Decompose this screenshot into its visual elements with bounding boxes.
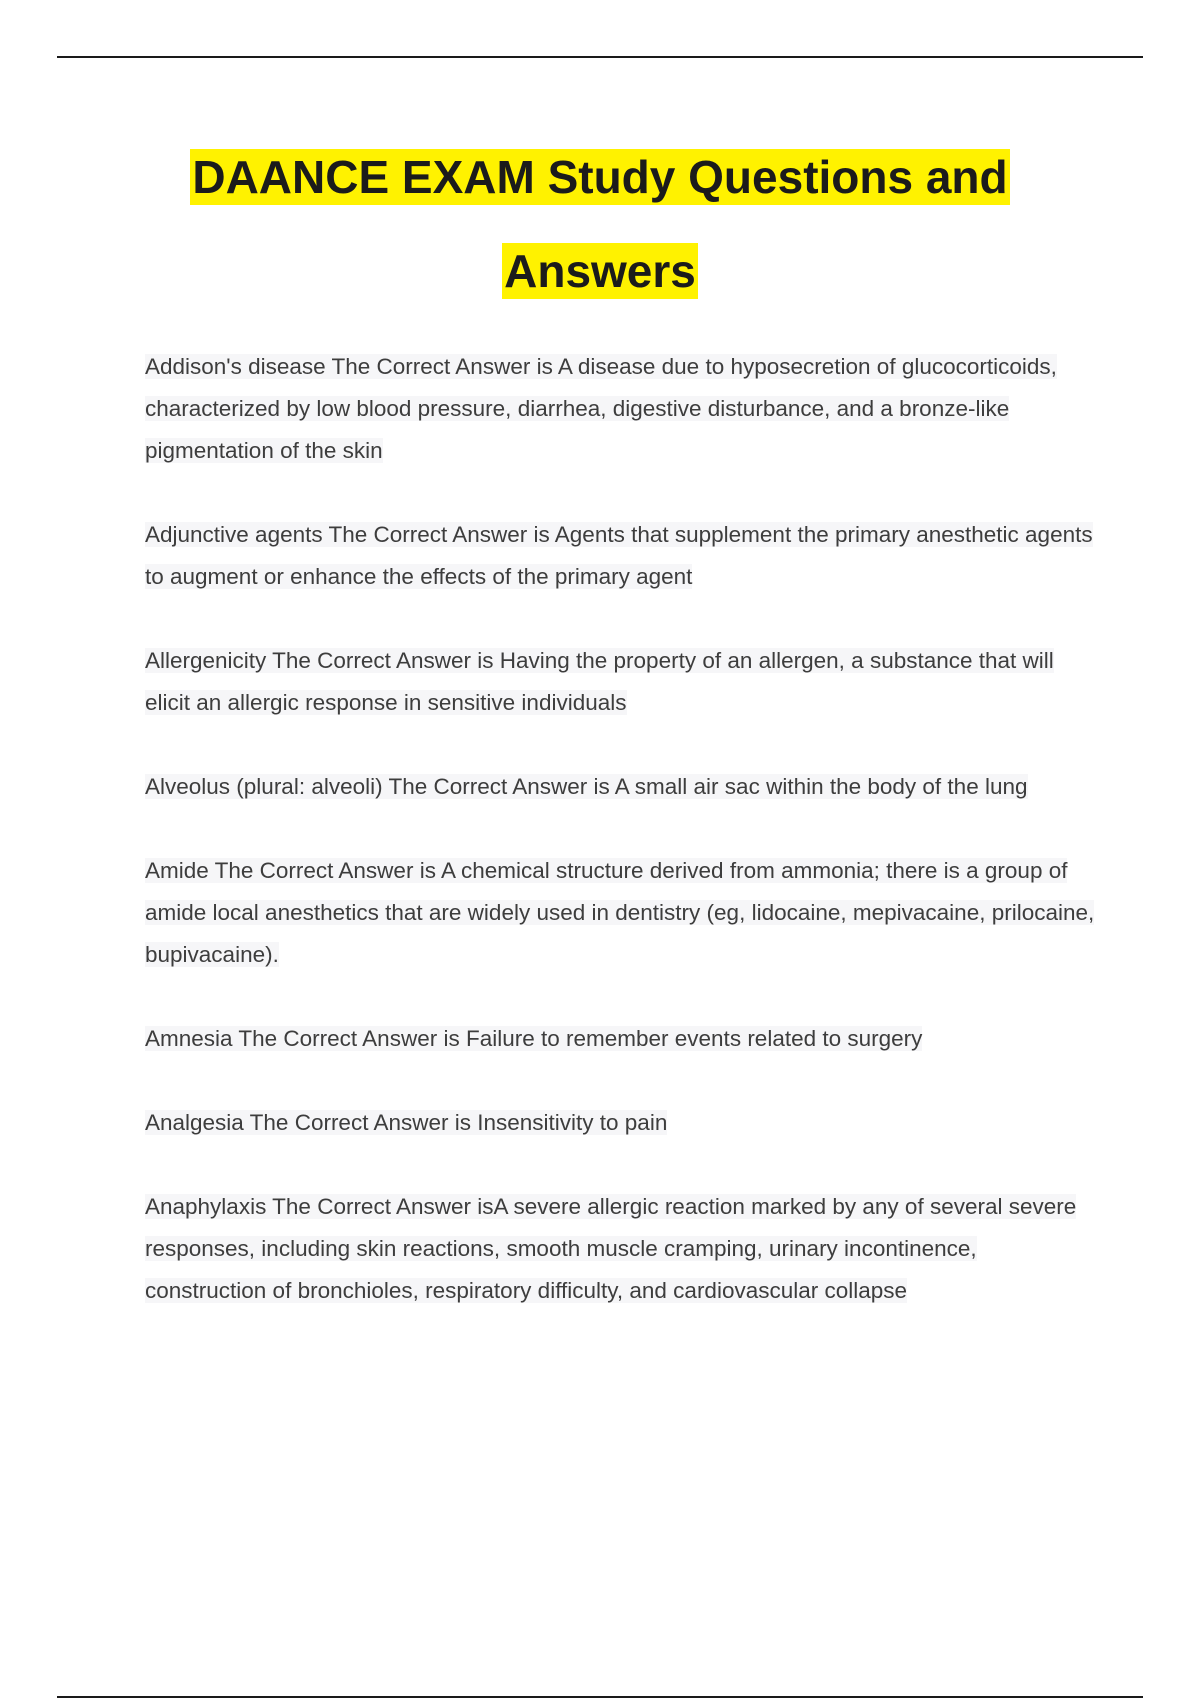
header-rule	[57, 56, 1143, 58]
title-line-2: Answers	[504, 245, 696, 297]
qa-entry-amide: Amide The Correct Answer is A chemical structure derived from ammonia; there is a group of amide local anesthetics that are widely used in dentistry (eg, lidocaine, mepivacaine, prilocaine, bupivacaine).	[145, 858, 1095, 967]
footer-rule	[57, 1696, 1143, 1698]
qa-entry-analgesia: Analgesia The Correct Answer is Insensitivity to pain	[145, 1110, 668, 1135]
qa-list	[145, 346, 1095, 1354]
qa-entry-anaphylaxis: Anaphylaxis The Correct Answer isA severe allergic reaction marked by any of several severe responses, including skin reactions, smooth muscle cramping, urinary incontinence, construction of bronchioles, respiratory difficulty, and cardiovascular collapse	[145, 1194, 1077, 1303]
qa-entry-adjunctive-agents: Adjunctive agents The Correct Answer is Agents that supplement the primary anesthetic agents to augment or enhance the effects of the primary agent	[145, 522, 1093, 589]
qa-entry-alveolus: Alveolus (plural: alveoli) The Correct Answer is A small air sac within the body of the lung	[145, 774, 1028, 799]
qa-entry-amnesia: Amnesia The Correct Answer is Failure to remember events related to surgery	[145, 1026, 923, 1051]
title-line-1: DAANCE EXAM Study Questions and	[192, 151, 1008, 203]
qa-entry-allergenicity: Allergenicity The Correct Answer is Having the property of an allergen, a substance that will elicit an allergic response in sensitive individuals	[145, 648, 1054, 715]
document-title	[0, 136, 1200, 324]
qa-entry-addisons-disease: Addison's disease The Correct Answer is A disease due to hyposecretion of glucocorticoids, characterized by low blood pressure, diarrhea, digestive disturbance, and a bronze-like pigmentation of the skin	[145, 354, 1057, 463]
